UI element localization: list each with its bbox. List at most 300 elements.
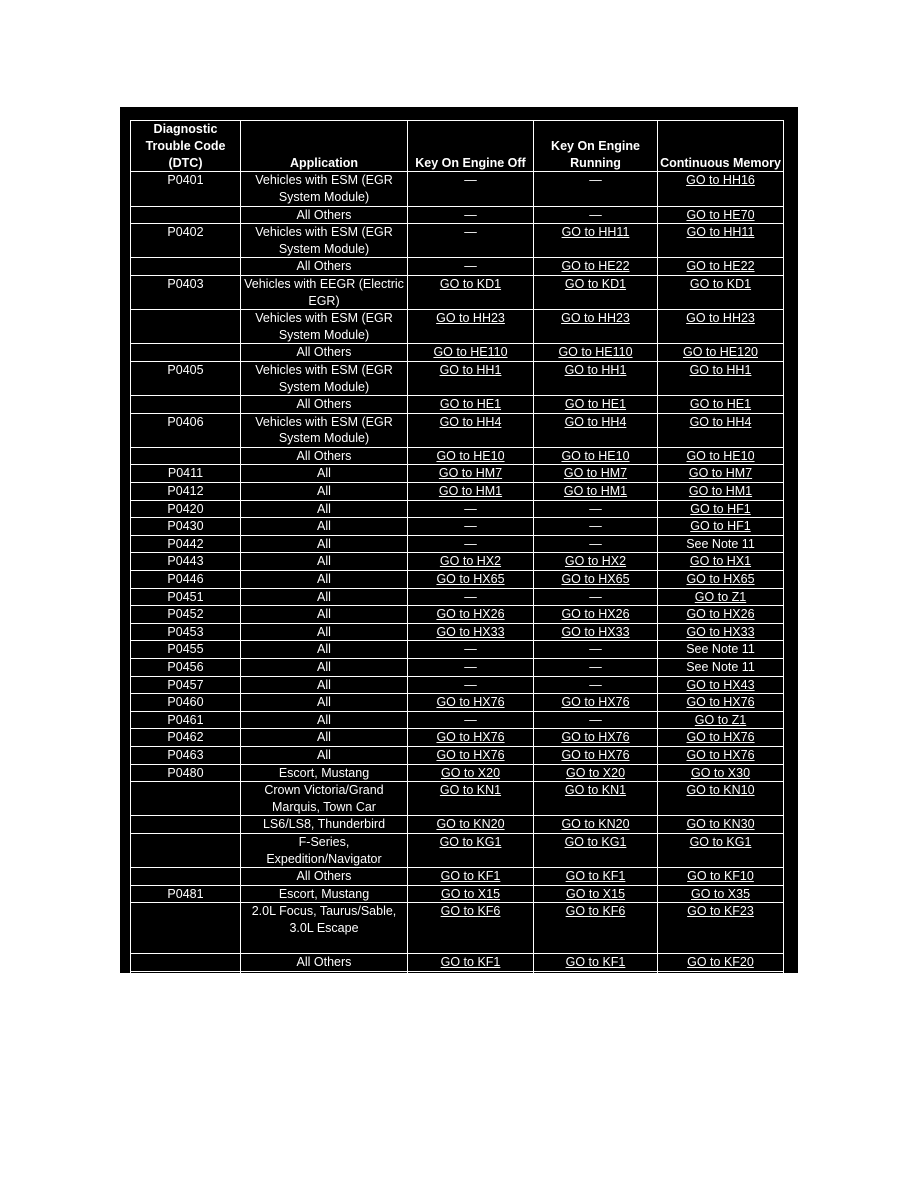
application-cell-text: Vehicles with ESM (EGR System Module) — [255, 311, 393, 342]
continuous-memory-cell — [658, 623, 784, 641]
application-cell — [241, 500, 408, 518]
table-row — [131, 641, 784, 659]
dtc-cell-text: P0451 — [167, 589, 204, 604]
application-cell-text: All — [317, 624, 331, 639]
dtc-cell — [131, 971, 241, 989]
go-to-link[interactable]: GO to HH1 — [564, 362, 627, 377]
go-to-link[interactable]: GO to HM7 — [438, 466, 503, 481]
continuous-memory-cell — [658, 971, 784, 989]
application-cell-text: All — [317, 747, 331, 762]
application-cell-text: All Others — [296, 955, 352, 970]
koeo-cell — [408, 413, 534, 447]
application-cell — [241, 447, 408, 465]
go-to-link[interactable]: GO to X35 — [690, 886, 751, 901]
application-cell — [241, 361, 408, 395]
go-to-link[interactable]: GO to X15 — [440, 886, 501, 901]
go-to-link[interactable]: GO to HH1 — [439, 362, 502, 377]
table-row — [131, 676, 784, 694]
continuous-memory-cell — [658, 885, 784, 903]
koeo-cell — [408, 447, 534, 465]
continuous-memory-cell — [658, 782, 784, 816]
application-cell — [241, 659, 408, 677]
koer-cell — [534, 344, 658, 362]
dtc-cell — [131, 396, 241, 414]
continuous-memory-cell — [658, 676, 784, 694]
application-cell — [241, 344, 408, 362]
go-to-link[interactable]: GO to KF1 — [440, 955, 501, 970]
koer-cell — [534, 885, 658, 903]
go-to-link[interactable]: GO to HX76 — [436, 747, 505, 762]
koeo-cell — [408, 500, 534, 518]
go-to-link[interactable]: GO to HF1 — [690, 519, 751, 534]
go-to-link[interactable]: GO to HX65 — [436, 572, 505, 587]
continuous-memory-cell — [658, 641, 784, 659]
go-to-link[interactable]: GO to HX33 — [686, 624, 755, 639]
koer-cell — [534, 623, 658, 641]
continuous-memory-cell — [658, 711, 784, 729]
dtc-cell — [131, 571, 241, 589]
continuous-memory-cell — [658, 833, 784, 867]
koeo-cell-text: — — [464, 207, 477, 222]
koeo-cell-text: — — [464, 660, 477, 675]
koer-cell — [534, 868, 658, 886]
go-to-link[interactable]: GO to HE110 — [433, 345, 508, 360]
go-to-link[interactable]: GO to KD1 — [689, 276, 752, 291]
koeo-cell — [408, 172, 534, 206]
application-cell — [241, 816, 408, 834]
go-to-link[interactable]: GO to HH11 — [686, 225, 755, 240]
application-cell — [241, 729, 408, 747]
koer-cell — [534, 641, 658, 659]
continuous-memory-cell — [658, 659, 784, 677]
application-cell-text: All — [317, 677, 331, 692]
go-to-link[interactable]: GO to HX76 — [686, 747, 755, 762]
dtc-cell — [131, 833, 241, 867]
application-cell — [241, 310, 408, 344]
koeo-cell — [408, 623, 534, 641]
continuous-memory-cell — [658, 413, 784, 447]
koeo-cell — [408, 868, 534, 886]
koeo-cell — [408, 606, 534, 624]
koeo-cell — [408, 361, 534, 395]
go-to-link[interactable]: GO to KF1 — [565, 972, 626, 987]
go-to-link[interactable]: GO to HE22 — [561, 259, 630, 274]
application-cell — [241, 588, 408, 606]
dtc-cell-text: P0420 — [167, 501, 204, 516]
dtc-cell — [131, 641, 241, 659]
dtc-cell — [131, 465, 241, 483]
go-to-link[interactable]: GO to KF6 — [440, 904, 501, 919]
continuous-memory-cell — [658, 571, 784, 589]
koeo-cell — [408, 535, 534, 553]
go-to-link[interactable]: GO to HM1 — [438, 484, 503, 499]
dtc-cell — [131, 954, 241, 972]
table-row — [131, 868, 784, 886]
dtc-cell — [131, 258, 241, 276]
koer-cell — [534, 729, 658, 747]
go-to-link[interactable]: GO to KN20 — [561, 817, 630, 832]
koer-cell-text: — — [589, 712, 602, 727]
go-to-link[interactable]: GO to HE120 — [682, 345, 759, 360]
go-to-link[interactable]: GO to Z1 — [694, 589, 747, 604]
go-to-link[interactable]: GO to X30 — [690, 765, 751, 780]
go-to-link[interactable]: GO to HE1 — [564, 397, 627, 412]
dtc-cell — [131, 535, 241, 553]
continuous-memory-cell — [658, 500, 784, 518]
koeo-cell — [408, 275, 534, 309]
application-cell — [241, 868, 408, 886]
dtc-cell — [131, 816, 241, 834]
table-row — [131, 361, 784, 395]
table-row — [131, 172, 784, 206]
header-continuous-memory: Continuous Memory — [658, 121, 784, 172]
go-to-link[interactable]: GO to KF1 — [440, 972, 501, 987]
koer-cell — [534, 172, 658, 206]
go-to-link[interactable]: GO to KG1 — [439, 834, 502, 849]
go-to-link[interactable]: GO to HE10 — [561, 448, 630, 463]
table-row — [131, 396, 784, 414]
continuous-memory-cell — [658, 224, 784, 258]
application-cell — [241, 483, 408, 501]
application-cell — [241, 782, 408, 816]
koer-cell — [534, 588, 658, 606]
go-to-link[interactable]: GO to X20 — [440, 765, 501, 780]
go-to-link[interactable]: GO to HE10 — [686, 448, 755, 463]
dtc-cell — [131, 764, 241, 782]
go-to-link[interactable]: GO to HX26 — [686, 607, 755, 622]
go-to-link[interactable]: GO to HH4 — [689, 414, 752, 429]
koer-cell-text: — — [589, 677, 602, 692]
application-cell-text: All — [317, 536, 331, 551]
go-to-link[interactable]: GO to HX76 — [436, 730, 505, 745]
go-to-link[interactable]: GO to HX76 — [561, 695, 630, 710]
dtc-cell-text: P0403 — [167, 276, 204, 291]
go-to-link[interactable]: GO to HH11 — [561, 225, 630, 240]
dtc-cell — [131, 413, 241, 447]
koer-cell-text: — — [589, 660, 602, 675]
dtc-cell-text: P0446 — [167, 572, 204, 587]
table-row — [131, 903, 784, 954]
dtc-cell — [131, 172, 241, 206]
dtc-cell-text: P0463 — [167, 747, 204, 762]
application-cell — [241, 694, 408, 712]
dtc-cell-text: P0443 — [167, 554, 204, 569]
go-to-link[interactable]: GO to KN1 — [439, 783, 502, 798]
application-cell — [241, 553, 408, 571]
koeo-cell — [408, 396, 534, 414]
application-cell-text: LS6/LS8, Thunderbird — [262, 817, 386, 832]
koer-cell — [534, 659, 658, 677]
koer-cell — [534, 500, 658, 518]
application-cell-text: All — [317, 730, 331, 745]
dtc-cell-text: P0461 — [167, 712, 204, 727]
continuous-memory-cell — [658, 258, 784, 276]
koeo-cell-text: — — [464, 536, 477, 551]
koer-cell — [534, 746, 658, 764]
application-cell — [241, 396, 408, 414]
go-to-link[interactable]: GO to KF20 — [687, 955, 754, 970]
koeo-cell — [408, 206, 534, 224]
koeo-cell — [408, 833, 534, 867]
continuous-memory-cell — [658, 954, 784, 972]
dtc-cell — [131, 206, 241, 224]
koer-cell-text: — — [589, 207, 602, 222]
koeo-cell — [408, 659, 534, 677]
go-to-link[interactable]: GO to HM7 — [688, 466, 753, 481]
application-cell-text: 2.0L Focus, Taurus/Sable, 3.0L Escape — [251, 904, 397, 935]
go-to-link[interactable]: GO to HH23 — [561, 311, 630, 326]
go-to-link[interactable]: GO to HX26 — [561, 607, 630, 622]
go-to-link[interactable]: GO to KF1 — [440, 869, 501, 884]
koer-cell — [534, 676, 658, 694]
application-cell-text: All — [317, 712, 331, 727]
go-to-link[interactable]: GO to HE110 — [558, 345, 633, 360]
dtc-cell — [131, 903, 241, 954]
go-to-link[interactable]: GO to KD1 — [439, 276, 502, 291]
koer-cell — [534, 903, 658, 954]
go-to-link[interactable]: GO to HH4 — [564, 414, 627, 429]
koer-cell — [534, 206, 658, 224]
application-cell-text: All Others — [296, 397, 352, 412]
table-row — [131, 729, 784, 747]
go-to-link[interactable]: GO to HH1 — [689, 362, 752, 377]
go-to-link[interactable]: GO to KG1 — [689, 834, 752, 849]
go-to-link[interactable]: GO to KF1 — [565, 869, 626, 884]
koer-cell — [534, 518, 658, 536]
application-cell-text: All — [317, 484, 331, 499]
go-to-link[interactable]: GO to KF6 — [565, 904, 626, 919]
table-row — [131, 500, 784, 518]
application-cell — [241, 275, 408, 309]
continuous-memory-cell — [658, 465, 784, 483]
dtc-cell-text: P0452 — [167, 607, 204, 622]
application-cell-text: Crown Victoria/Grand Marquis, Town Car — [264, 783, 384, 814]
koer-cell — [534, 553, 658, 571]
go-to-link[interactable]: GO to HH16 — [686, 173, 755, 188]
application-cell-text: All — [317, 607, 331, 622]
continuous-memory-cell — [658, 816, 784, 834]
table-row — [131, 711, 784, 729]
go-to-link[interactable]: GO to HE70 — [686, 207, 755, 222]
go-to-link[interactable]: GO to HM7 — [563, 466, 628, 481]
go-to-link[interactable]: GO to HH4 — [439, 414, 502, 429]
dtc-cell — [131, 500, 241, 518]
go-to-link[interactable]: GO to KF15 — [687, 972, 754, 987]
go-to-link[interactable]: GO to HX33 — [436, 624, 505, 639]
application-cell-text: F-Series, Expedition/Navigator — [266, 834, 382, 866]
dtc-cell-text: P0481 — [167, 886, 204, 901]
application-cell — [241, 833, 408, 867]
go-to-link[interactable]: GO to HE1 — [689, 397, 752, 412]
dtc-cell — [131, 885, 241, 903]
go-to-link[interactable]: GO to KN10 — [686, 783, 755, 798]
koer-cell — [534, 258, 658, 276]
koeo-cell-text: — — [464, 501, 477, 516]
go-to-link[interactable]: GO to HE22 — [686, 259, 755, 274]
go-to-link[interactable]: GO to X20 — [565, 765, 626, 780]
continuous-memory-cell — [658, 172, 784, 206]
koer-cell — [534, 413, 658, 447]
koer-cell — [534, 275, 658, 309]
application-cell — [241, 711, 408, 729]
koer-cell — [534, 310, 658, 344]
table-row — [131, 588, 784, 606]
dtc-cell — [131, 344, 241, 362]
dtc-cell-text: P0482 — [167, 972, 204, 987]
koer-cell — [534, 816, 658, 834]
koer-cell — [534, 447, 658, 465]
application-cell-text: All Others — [296, 869, 352, 884]
koeo-cell — [408, 588, 534, 606]
go-to-link[interactable]: GO to HM1 — [563, 484, 628, 499]
application-cell — [241, 954, 408, 972]
koeo-cell — [408, 310, 534, 344]
application-cell — [241, 258, 408, 276]
go-to-link[interactable]: GO to HX33 — [561, 624, 630, 639]
dtc-cell-text: P0455 — [167, 642, 204, 657]
go-to-link[interactable]: GO to HX2 — [439, 554, 502, 569]
go-to-link[interactable]: GO to HX76 — [686, 695, 755, 710]
koer-cell — [534, 535, 658, 553]
dtc-cell — [131, 868, 241, 886]
go-to-link[interactable]: GO to KG1 — [564, 834, 627, 849]
dtc-cell-text: P0462 — [167, 730, 204, 745]
application-cell-text: All — [317, 589, 331, 604]
koeo-cell — [408, 782, 534, 816]
table-row — [131, 954, 784, 972]
application-cell — [241, 971, 408, 989]
application-cell — [241, 764, 408, 782]
application-cell-text: Escort, Mustang — [278, 765, 370, 780]
application-cell — [241, 224, 408, 258]
dtc-cell — [131, 782, 241, 816]
go-to-link[interactable]: GO to HH23 — [436, 311, 505, 326]
dtc-cell — [131, 606, 241, 624]
application-cell-text: All — [317, 519, 331, 534]
go-to-link[interactable]: GO to X15 — [565, 886, 626, 901]
go-to-link[interactable]: GO to HX76 — [561, 747, 630, 762]
dtc-cell — [131, 447, 241, 465]
go-to-link[interactable]: GO to KD1 — [564, 276, 627, 291]
application-cell — [241, 518, 408, 536]
table-row — [131, 344, 784, 362]
koer-cell — [534, 971, 658, 989]
go-to-link[interactable]: GO to HX43 — [686, 677, 755, 692]
continuous-memory-cell — [658, 903, 784, 954]
dtc-cell — [131, 588, 241, 606]
table-row — [131, 764, 784, 782]
go-to-link[interactable]: GO to KN20 — [436, 817, 505, 832]
go-to-link[interactable]: GO to HX76 — [686, 730, 755, 745]
dtc-cell — [131, 694, 241, 712]
koeo-cell-text: — — [464, 173, 477, 188]
continuous-memory-cell — [658, 518, 784, 536]
table-row — [131, 465, 784, 483]
table-row — [131, 782, 784, 816]
go-to-link[interactable]: GO to HX26 — [436, 607, 505, 622]
go-to-link[interactable]: GO to KN1 — [564, 783, 627, 798]
dtc-cell-text: P0406 — [167, 414, 204, 429]
application-cell — [241, 172, 408, 206]
application-cell — [241, 413, 408, 447]
dtc-cell-text: P0412 — [167, 484, 204, 499]
go-to-link[interactable]: GO to HE10 — [436, 448, 505, 463]
koer-cell-text: — — [589, 501, 602, 516]
go-to-link[interactable]: GO to KF23 — [687, 904, 754, 919]
application-cell-text: All — [317, 972, 331, 987]
application-cell-text: All Others — [296, 448, 352, 463]
koeo-cell — [408, 465, 534, 483]
go-to-link[interactable]: GO to KN30 — [686, 817, 755, 832]
dtc-cell-text: P0411 — [167, 466, 204, 481]
application-cell-text: All Others — [296, 345, 352, 360]
dtc-cell-text: P0480 — [167, 765, 204, 780]
go-to-link[interactable]: GO to HX2 — [564, 554, 627, 569]
dtc-cell — [131, 224, 241, 258]
koer-cell — [534, 694, 658, 712]
application-cell-text: Vehicles with ESM (EGR System Module) — [255, 414, 393, 446]
go-to-link[interactable]: GO to HF1 — [690, 501, 751, 516]
go-to-link[interactable]: GO to HX65 — [686, 572, 755, 587]
table-row — [131, 310, 784, 344]
go-to-link[interactable]: GO to HH23 — [686, 311, 755, 326]
koer-cell-text: — — [589, 536, 602, 551]
go-to-link[interactable]: GO to HX76 — [561, 730, 630, 745]
application-cell-text: Vehicles with ESM (EGR System Module) — [255, 173, 393, 204]
continuous-memory-cell-text: See Note 11 — [686, 642, 755, 657]
go-to-link[interactable]: GO to HX76 — [436, 695, 505, 710]
application-cell-text: All — [317, 554, 331, 569]
go-to-link[interactable]: GO to KF1 — [565, 955, 626, 970]
go-to-link[interactable]: GO to HM1 — [688, 484, 753, 499]
koeo-cell — [408, 553, 534, 571]
continuous-memory-cell — [658, 588, 784, 606]
koeo-cell — [408, 344, 534, 362]
dtc-cell — [131, 310, 241, 344]
koeo-cell — [408, 729, 534, 747]
table-row — [131, 971, 784, 989]
table-row — [131, 535, 784, 553]
application-cell-text: All — [317, 642, 331, 657]
continuous-memory-cell — [658, 535, 784, 553]
continuous-memory-cell — [658, 310, 784, 344]
go-to-link[interactable]: GO to Z1 — [694, 712, 747, 727]
koer-cell — [534, 833, 658, 867]
application-cell-text: Vehicles with ESM (EGR System Module) — [255, 362, 393, 394]
dtc-cell — [131, 729, 241, 747]
header-application: Application — [241, 121, 408, 172]
koer-cell-text: — — [589, 173, 602, 188]
go-to-link[interactable]: GO to KF10 — [687, 869, 754, 884]
koeo-cell — [408, 571, 534, 589]
continuous-memory-cell — [658, 694, 784, 712]
koeo-cell — [408, 954, 534, 972]
koeo-cell — [408, 764, 534, 782]
go-to-link[interactable]: GO to HX65 — [561, 572, 630, 587]
dtc-cell — [131, 361, 241, 395]
application-cell — [241, 465, 408, 483]
application-cell — [241, 571, 408, 589]
dtc-cell — [131, 676, 241, 694]
koeo-cell — [408, 641, 534, 659]
header-key-on-engine-running: Key On Engine Running — [534, 121, 658, 172]
table-row — [131, 571, 784, 589]
application-cell — [241, 885, 408, 903]
go-to-link[interactable]: GO to HE1 — [439, 397, 502, 412]
dtc-cell — [131, 483, 241, 501]
go-to-link[interactable]: GO to HX1 — [689, 554, 752, 569]
continuous-memory-cell — [658, 344, 784, 362]
